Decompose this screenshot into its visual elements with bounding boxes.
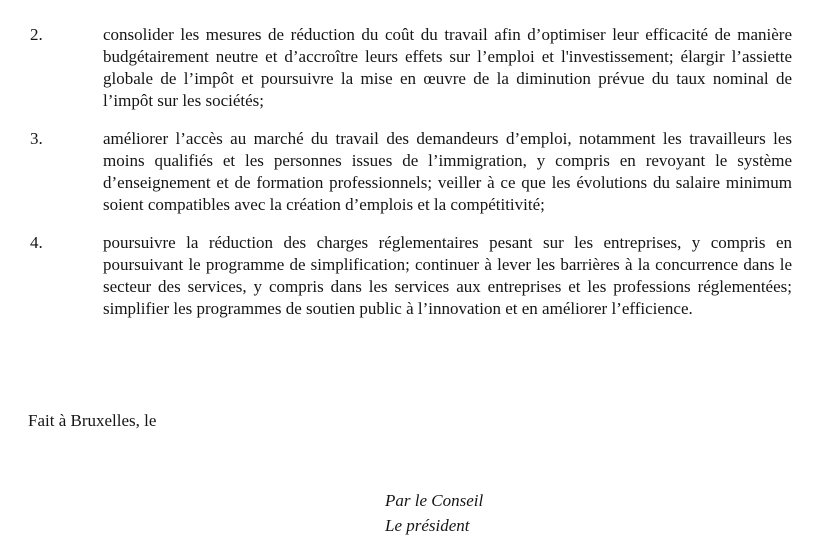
list-item xyxy=(30,128,792,216)
place-date-line: Fait à Bruxelles, le xyxy=(28,411,157,430)
signature-line-president: Le président xyxy=(385,516,470,535)
numbered-list xyxy=(30,24,792,336)
item-number: 2. xyxy=(30,25,43,44)
item-number: 3. xyxy=(30,129,43,148)
list-item xyxy=(30,24,792,112)
signature-line-council: Par le Conseil xyxy=(385,491,484,510)
item-text: consolider les mesures de réduction du coût du travail afin d’optimiser leur efficacité de manière budgétairement neutre et d’accroître leurs effets sur l’emploi et l'investissement; élargir l’assiette globale de l’impôt et poursuivre la mise en œuvre de la diminution prévue du taux nominal de l’impôt sur les sociétés; xyxy=(103,25,792,110)
signature-block xyxy=(385,488,483,538)
item-text: améliorer l’accès au marché du travail des demandeurs d’emploi, notamment les travailleurs les moins qualifiés et les personnes issues de l’immigration, y compris en revoyant le système d’enseignement et de formation professionnels; veiller à ce que les évolutions du salaire minimum soient compatibles avec la création d’emplois et la compétitivité; xyxy=(103,129,792,214)
item-number: 4. xyxy=(30,233,43,252)
item-text: poursuivre la réduction des charges réglementaires pesant sur les entreprises, y compris en poursuivant le programme de simplification; continuer à lever les barrières à la concurrence dans le secteur des services, y compris dans les services aux entreprises et les professions réglementées; simplifier les programmes de soutien public à l’innovation et en améliorer l’efficience. xyxy=(103,233,792,318)
list-item xyxy=(30,232,792,320)
